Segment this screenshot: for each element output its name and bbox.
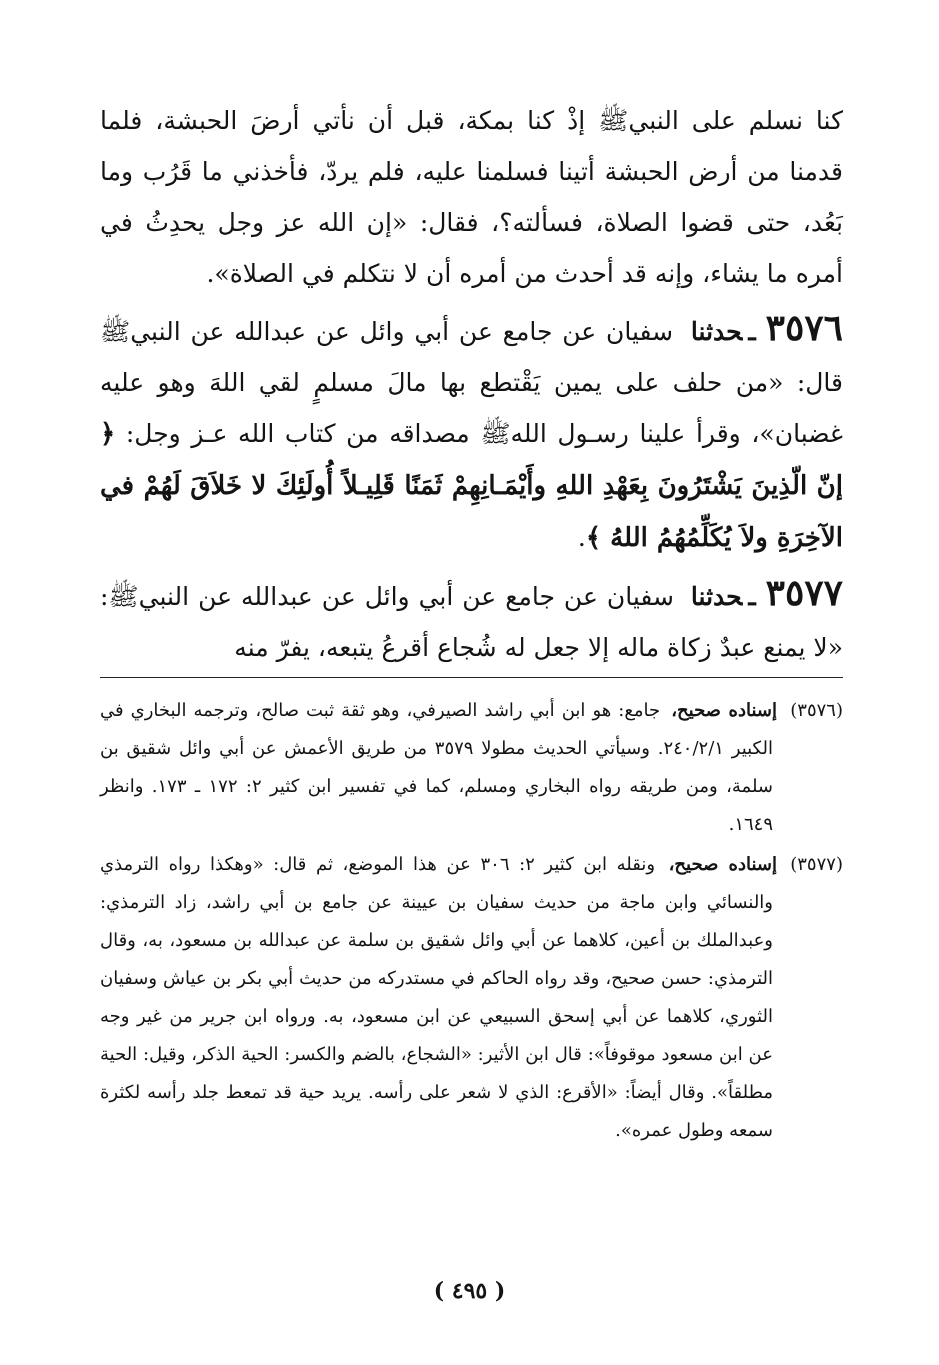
hadith-dash: ـ bbox=[748, 582, 756, 611]
footnote-text: ونقله ابن كثير ٢: ٣٠٦ عن هذا الموضع، ثم قال: «وهكذا رواه الترمذي والنسائي وابن ماجة من حديث سفيان بن عيينة عن جامع بن أبي راشد، زاد الترمذي: وعبدالملك بن أعين، كلاهما عن أبي وائل شقيق بن سلمة عن عبدالله بن مسعود، به، وقال الترمذي: حسن صحيح، وقد رواه الحاكم في مستدركه من حديث أبي بكر بن عياش وسفيان الثوري، كلاهما عن أبي إسحق السبيعي عن ابن مسعود، به. ورواه ابن جرير من غير وجه عن ابن مسعود موقوفاً»: قال ابن الأثير: «الشجاع، بالضم والكسر: الحية الذكر، وقيل: الحية مطلقاً». وقال أيضاً: «الأقرع: الذي لا شعر على رأسه. يريد حية قد تمعط جلد رأسه لكثرة سمعه وطول عمره». bbox=[100, 854, 773, 1141]
footnotes-block bbox=[100, 692, 843, 1152]
hadith-3577 bbox=[100, 568, 843, 673]
page-number: ( ٤٩٥ ) bbox=[433, 1278, 506, 1304]
hadith-number: ٣٥٧٦ bbox=[765, 307, 843, 349]
intro-paragraph: كنا نسلم على النبيﷺ إذْ كنا بمكة، قبل أن نأتي أرضَ الحبشة، فلما قدمنا من أرض الحبشة أتينا فسلمنا عليه، فلم يردّ، فأخذني ما قَرُب وما بَعُد، حتى قضوا الصلاة، فسألته؟، فقال: «إن الله عز وجل يحدِثُ في أمره ما يشاء، وإنه قد أحدث من أمره أن لا نتكلم في الصلاة». bbox=[100, 106, 843, 288]
footnote-3576 bbox=[100, 692, 843, 844]
hadith-dash: ـ bbox=[748, 317, 756, 346]
footnote-3577 bbox=[100, 846, 843, 1150]
hadith-3576 bbox=[100, 303, 843, 564]
footnote-ref: (٣٥٧٦) bbox=[790, 700, 843, 721]
quran-verse: ﴿ إنّ الّذِينَ يَشْتَرُونَ بِعَهْدِ اللهِ وأَيْمَـانِهِمْ ثَمَنًا قَلِيـلاً أُولَئِكَ لا خَلاَقَ لَهُمْ في الآخِرَةِ ولاَ يُكَلِّمُهُمُ اللهُ ﴾ bbox=[100, 419, 843, 553]
hadith-text: سفيان عن جامع عن أبي وائل عن عبدالله عن النبيﷺ: «لا يمنع عبدٌ زكاة ماله إلا جعل له شُجاع أقرعُ يتبعه، يفرّ منه bbox=[100, 582, 843, 662]
hadith-number: ٣٥٧٧ bbox=[765, 572, 843, 614]
footnote-label: إسناده صحيح، bbox=[671, 700, 777, 721]
footnote-ref: (٣٥٧٧) bbox=[790, 854, 843, 875]
footnote-text: جامع: هو ابن أبي راشد الصيرفي، وهو ثقة ثبت صالح، وترجمه البخاري في الكبير ٢٤٠/٢/١. وسيأتي الحديث مطولا ٣٥٧٩ من طريق الأعمش عن أبي وائل شقيق بن سلمة، ومن طريقه رواه البخاري ومسلم، كما في تفسير ابن كثير ٢: ١٧٢ ـ ١٧٣. وانظر ١٦٤٩. bbox=[100, 700, 774, 835]
footnote-label: إسناده صحيح، bbox=[668, 854, 777, 875]
haddathana-label: حدثنا bbox=[690, 582, 743, 611]
haddathana-label: حدثنا bbox=[690, 317, 743, 346]
main-text-block bbox=[100, 95, 843, 673]
hadith-ending: . bbox=[577, 523, 586, 552]
footnote-separator bbox=[100, 677, 843, 678]
hadith-text: سفيان عن جامع عن أبي وائل عن عبدالله عن النبيﷺ قال: «من حلف على يمين يَقْتطع بها مالَ مسلمٍ لقي اللهَ وهو عليه غضبان»، وقرأ علينا رسـول اللهﷺ مصداقه من كتاب الله عـز وجل: bbox=[100, 317, 844, 448]
